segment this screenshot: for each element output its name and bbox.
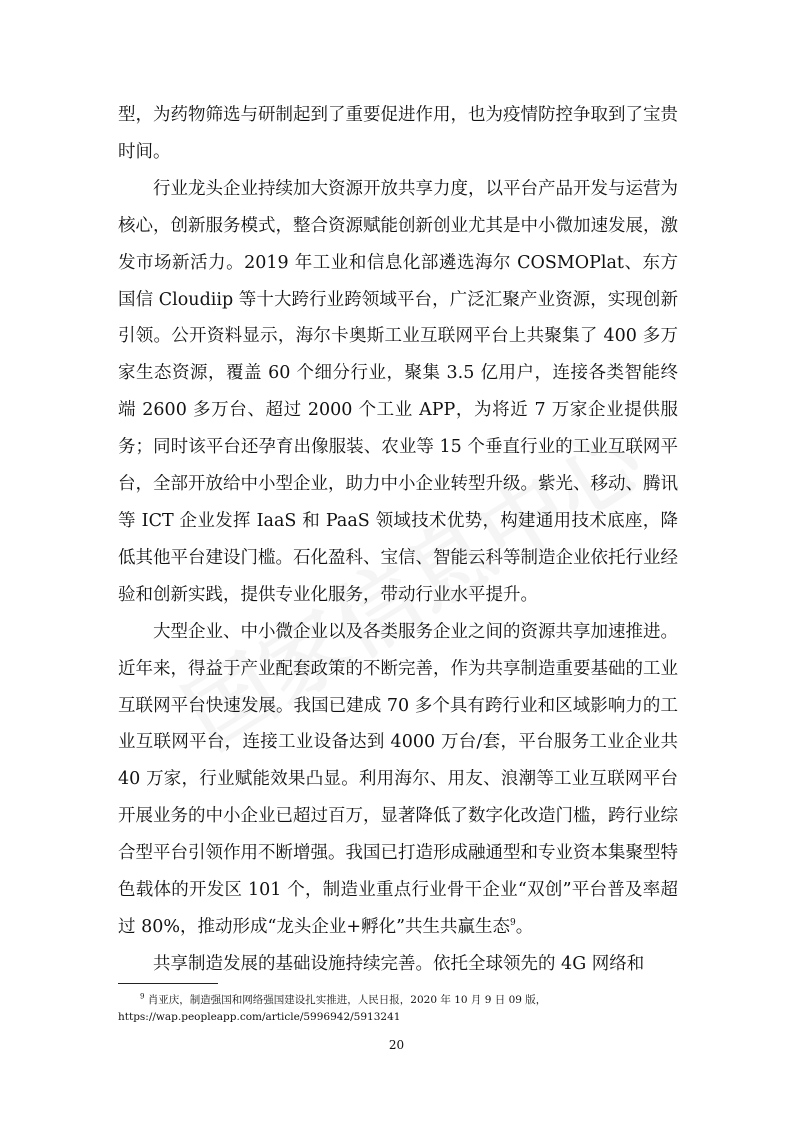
- footnote-url[interactable]: https://wap.peopleapp.com/article/5996942/5913241: [118, 1011, 401, 1023]
- body-text: [118, 97, 678, 983]
- footnote-marker: 9: [140, 992, 145, 1001]
- paragraph-continued: 型，为药物筛选与研制起到了重要促进作用，也为疫情防控争取到了宝贵时间。: [118, 105, 678, 162]
- paragraph-infrastructure: 共享制造发展的基础设施持续完善。依托全球领先的 4G 网络和: [153, 953, 645, 974]
- paragraph-industry-leaders: 行业龙头企业持续加大资源开放共享力度，以平台产品开发与运营为核心，创新服务模式，整合资源赋能创新创业尤其是中小微加速发展，激发市场新活力。2019 年工业和信息化部遴选海尔 COSMOPlat、东方国信 Cloudiip 等十大跨行业跨领域平台，广泛汇聚产业资源，实现创新引领。公开资料显示，海尔卡奥斯工业互联网平台上共聚集了 400 多万家生态资源，覆盖 60 个细分行业，聚集 3.5 亿用户，连接各类智能终端 2600 多万台、超过 2000 个工业 APP，为将近 7 万家企业提供服务；同时该平台还孕育出像服装、农业等 15 个垂直行业的工业互联网平台，全部开放给中小型企业，助力中小企业转型升级。紫光、移动、腾讯等 ICT 企业发挥 IaaS 和 PaaS 领域技术优势，构建通用技术底座，降低其他平台建设门槛。石化盈科、宝信、智能云科等制造企业依托行业经验和创新实践，提供专业化服务，带动行业水平提升。: [118, 178, 678, 605]
- footnote: [118, 992, 678, 1026]
- paragraph-resource-sharing-text: 大型企业、中小微企业以及各类服务企业之间的资源共享加速推进。近年来，得益于产业配套政策的不断完善，作为共享制造重要基础的工业互联网平台快速发展。我国已建成 70 多个具有跨行业和区域影响力的工业互联网平台，连接工业设备达到 4000 万台/套，平台服务工业企业共 40 万家，行业赋能效果凸显。利用海尔、用友、浪潮等工业互联网平台开展业务的中小企业已超过百万，显著降低了数字化改造门槛，跨行业综合型平台引领作用不断增强。我国已打造形成融通型和专业资本集聚型特色载体的开发区 101 个，制造业重点行业骨干企业“双创”平台普及率超过 80%，推动形成“龙头企业+孵化”共生共赢生态: [118, 621, 678, 937]
- footnote-citation: 肖亚庆，制造强国和网络强国建设扎实推进，人民日报，2020 年 10 月 9 日 09 版，: [147, 994, 547, 1006]
- footnote-divider: [118, 983, 218, 984]
- page-number: 20: [388, 1038, 405, 1052]
- paragraph-resource-sharing: 大型企业、中小微企业以及各类服务企业之间的资源共享加速推进。近年来，得益于产业配套政策的不断完善，作为共享制造重要基础的工业互联网平台快速发展。我国已建成 70 多个具有跨行业和区域影响力的工业互联网平台，连接工业设备达到 4000 万台/套，平台服务工业企业共 40 万家，行业赋能效果凸显。利用海尔、用友、浪潮等工业互联网平台开展业务的中小企业已超过百万，显著降低了数字化改造门槛，跨行业综合型平台引领作用不断增强。我国已打造形成融通型和专业资本集聚型特色载体的开发区 101 个，制造业重点行业骨干企业“双创”平台普及率超过 80%，推动形成“龙头企业+孵化”共生共赢生态$^9$。: [118, 621, 678, 937]
- footnote-reference[interactable]: 9: [510, 918, 516, 929]
- footnote-line-1: [118, 992, 678, 1009]
